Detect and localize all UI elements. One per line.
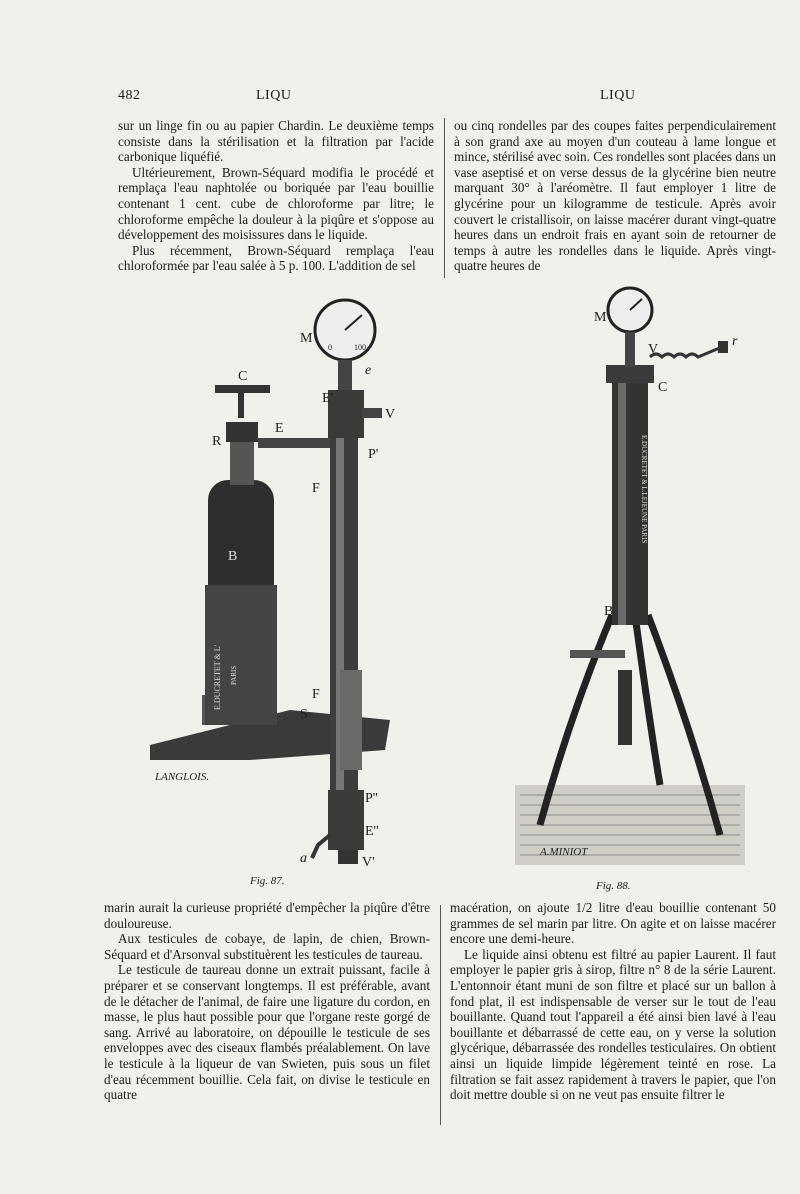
label-E: E [275,421,284,436]
outlet-spout [312,835,330,858]
paragraph: marin aurait la curieuse propriété d'empêcher la piqûre d'être douloureuse. [104,900,430,931]
left-running-title: LIQU [256,88,292,103]
right-running-title: LIQU [600,88,636,103]
figure-88-signature: A.MINIOT [540,846,588,858]
label-gauge-min: 0 [328,343,332,352]
label-E-double: E'' [365,824,379,839]
filter-cartridge [340,670,362,770]
valve-v [362,408,382,418]
label-M: M [300,331,313,346]
paragraph: Plus récemment, Brown-Séquard remplaça l'eau chloroformée par l'eau salée à 5 p. 100. L'addition de sel [118,242,434,274]
label-R: R [212,434,222,449]
label-S: S [300,707,308,722]
figure-88-caption: Fig. 88. [596,880,631,892]
outlet-nozzle [618,670,632,745]
label-e: e [365,363,372,378]
key-handle [215,385,270,393]
cylinder-neck [230,435,254,485]
paragraph: Le liquide ainsi obtenu est filtré au papier Laurent. Il faut employer le papier gris à sirop, filtre n° 8 de la série Laurent. L'entonnoir étant muni de son filtre et placé sur un ballon à fond plat, il est indispensable de verser sur le tout de l'eau bouillante. Quand tout l'appareil a été ainsi bien lavé à l'eau bouillante et débarrassé de cette eau, on y verse la solution glycérique, débarrassée des rondelles testiculaires. On obtient ainsi un liquide limpide légèrement teinté en rose. La filtration se fait assez rapidement à travers le papier, que l'on doit mettre double si on ne veut pas ensuite filtrer le [450,946,776,1103]
top-fitting [328,390,364,438]
bottom-right-column [450,900,776,1103]
column-rule [444,118,445,278]
top-left-column [118,118,434,274]
label-V: V [648,342,659,357]
label-B: B [228,549,238,564]
label-B: B [604,604,614,619]
paragraph: Ultérieurement, Brown-Séquard modifia le procédé et remplaça l'eau naphtolée ou boriquée par l'eau bouillie contenant 1 cent. cube de chloroforme par litre; le chloroforme empêche la douleur à la piqûre et s'oppose au développement des moisissures dans le liquide. [118,164,434,243]
bottom-valve [570,650,625,658]
paragraph: Le testicule de taureau donne un extrait puissant, facile à préparer et se conservant longtemps. Il est préférable, avant de le détacher de l'animal, de faire une ligature du cordon, en masse, le plus haut possible pour que l'organe reste gorgé de sang. Arrivé au laboratoire, on dépouille le testicule de ses enveloppes avec des ciseaux flambés préalablement. On lave le testicule à la liqueur de van Swieten, puis sous un filet d'eau récemment bouillie. Cela fait, on divise le testicule en quatre [104,962,430,1103]
valve-r [718,341,728,353]
label-a: a [300,851,307,866]
cylinder-marking: E.DUCRETET & L' [213,644,222,710]
bottom-nut [338,850,358,864]
bottom-left-column [104,900,430,1103]
cylinder-marking-2: PARIS [230,665,238,685]
gauge-stem [338,360,352,390]
coil-tube [650,347,722,357]
label-V: V [385,407,396,422]
paragraph: macération, on ajoute 1/2 litre d'eau bouillie contenant 50 grammes de sel marin par litre. On agite et on laisse macérer encore une demi-heure. [450,900,776,947]
paragraph: ou cinq rondelles par des coupes faites perpendiculairement à son grand axe au moyen d'un couteau à lame longue et mince, stérilisé avec soin. Ces rondelles sont placées dans un vase aseptisé et on verse dessus de la glycérine bien neutre marquant 30° à l'aréomètre. Il faut employer 1 litre de glycérine pour un kilogramme de testicule. Après avoir couvert le cristallisoir, on laisse macérer durant vingt-quatre heures dans un endroit frais en ayant soin de retourner de temps à autre les rondelles dans le liquide. Après vingt-quatre heures de [454,118,776,274]
label-C: C [238,369,248,384]
paragraph: Aux testicules de cobaye, de lapin, de chien, Brown-Séquard et d'Arsonval substituèrent les testicules de taureau. [104,931,430,962]
figure-87 [140,290,430,890]
gauge-stem [625,332,635,367]
label-V-prime: V' [362,855,375,870]
label-M: M [594,310,607,325]
column-rule [440,905,441,1125]
valve-head [226,422,258,442]
figure-87-caption: Fig. 87. [250,875,285,887]
page-number: 482 [118,88,141,103]
label-r: r [732,334,738,349]
label-gauge-max: 100 [354,343,366,352]
top-right-column [454,118,776,274]
figure-88 [500,285,790,885]
paragraph: sur un linge fin ou au papier Chardin. Le deuxième temps consiste dans la stérilisation et la filtration par l'acide carbonique liquéfié. [118,118,434,165]
label-P-prime: P' [368,447,379,462]
figure-87-signature: LANGLOIS. [155,771,210,783]
label-E-prime: E' [322,391,334,406]
tube-top-cap [606,365,654,383]
tube-marking: E.DUCRETET & L.LEJEUNE PARIS [640,435,648,544]
label-P-double: P'' [365,791,378,806]
label-F-top: F [312,481,320,496]
label-F-bottom: F [312,687,320,702]
bottom-fitting [328,790,364,850]
connector-pipe [258,438,338,448]
label-C: C [658,380,668,395]
